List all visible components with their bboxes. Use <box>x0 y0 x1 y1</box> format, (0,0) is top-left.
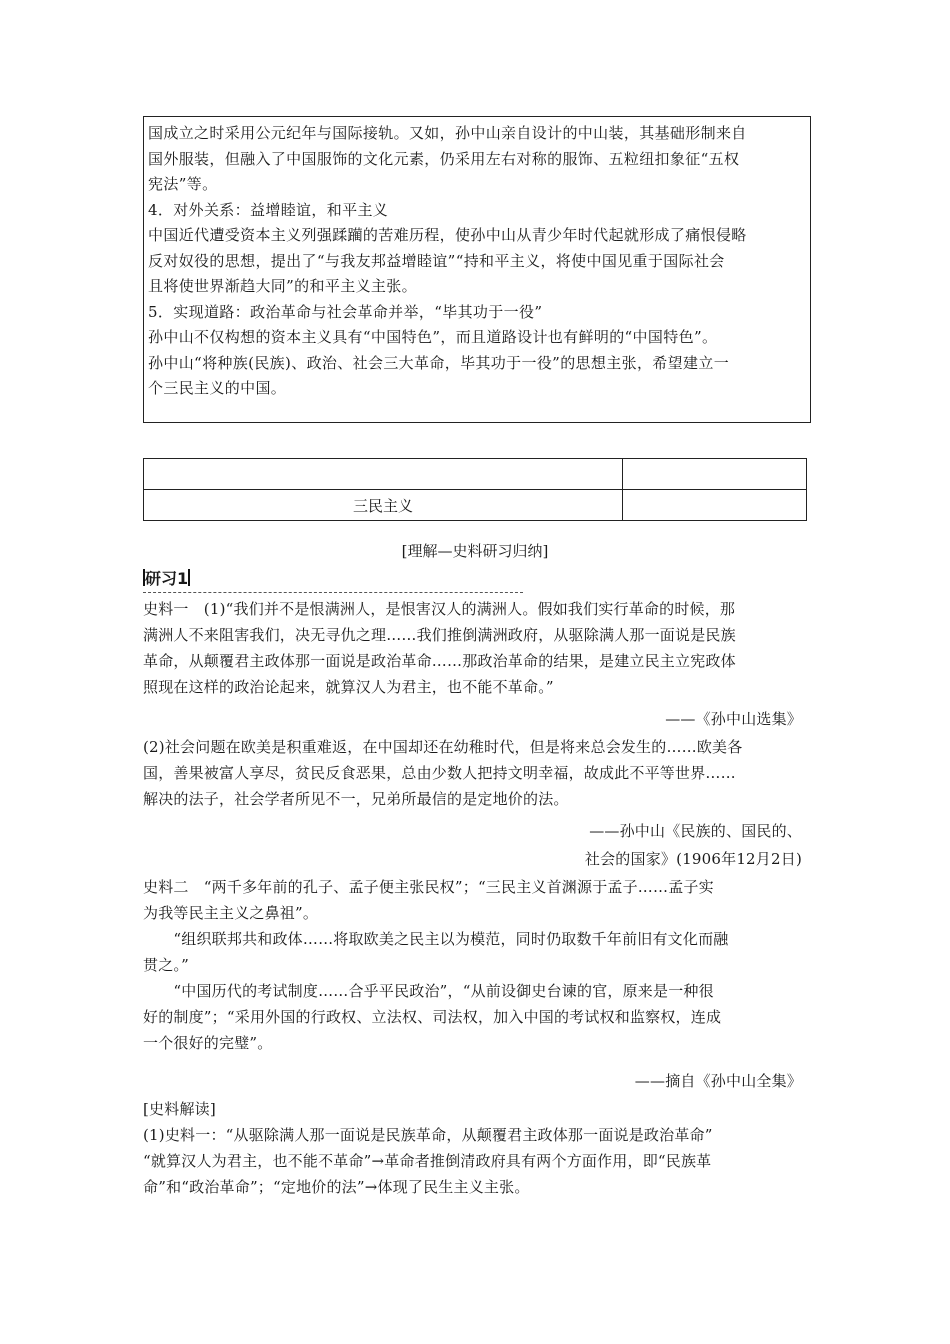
text-line: (1)史料一：“从驱除满人那一面说是民族革命，从颠覆君主政体那一面说是政治革命” <box>143 1126 713 1144</box>
text-line: 命”和“政治革命”；“定地价的法”→体现了民生主义主张。 <box>143 1178 530 1196</box>
summary-box <box>143 116 811 423</box>
summary-table <box>143 458 807 521</box>
material1-source-1: ——《孙中山选集》 <box>665 710 802 728</box>
interpretation-section <box>143 1096 713 1200</box>
text-line: 为我等民主主义之鼻祖”。 <box>143 904 319 922</box>
table-row <box>144 490 807 521</box>
table-cell <box>144 459 623 490</box>
box-line: 个三民主义的中国。 <box>148 379 287 397</box>
section-title: [理解—史料研习归纳] <box>401 542 549 560</box>
section-heading-5: 5．实现道路：政治革命与社会革命并举，“毕其功于一役” <box>148 302 543 321</box>
box-line: 反对奴役的思想，提出了“与我友邦益增睦谊”“持和平主义，将使中国见重于国际社会 <box>148 251 725 270</box>
material1-paragraph-2 <box>143 734 742 812</box>
box-line: 且将使世界渐趋大同”的和平主义主张。 <box>148 277 417 295</box>
text-line: 国，善果被富人享尽，贫民反食恶果，总由少数人把持文明幸福，故成此不平等世界…… <box>143 764 736 782</box>
material1-source-2b: 社会的国家》(1906年12月2日) <box>584 850 802 868</box>
study-label <box>143 567 190 591</box>
study-label-text: 研习1 <box>145 569 189 588</box>
text-line: 革命，从颠覆君主政体那一面说是政治革命……那政治革命的结果，是建立民主立宪政体 <box>143 652 736 670</box>
table-cell-sanmin: 三民主义 <box>144 490 623 521</box>
box-line: 国外服装，但融入了中国服饰的文化元素，仍采用左右对称的服饰、五粒纽扣象征“五权 <box>148 149 740 168</box>
text-line: “中国历代的考试制度……合乎平民政治”，“从前设御史台谏的官，原来是一种很 <box>143 982 714 1000</box>
text-line: 史料一 (1)“我们并不是恨满洲人，是恨害汉人的满洲人。假如我们实行革命的时候，那 <box>143 600 736 618</box>
section-heading-4: 4．对外关系：益增睦谊，和平主义 <box>148 200 389 219</box>
box-line: 孙中山“将种族(民族)、政治、社会三大革命，毕其功于一役”的思想主张，希望建立一 <box>148 353 730 372</box>
dashed-divider <box>143 592 523 593</box>
box-line: 国成立之时采用公元纪年与国际接轨。又如，孙中山亲自设计的中山装，其基础形制来自 <box>148 124 747 142</box>
material2-source: ——摘自《孙中山全集》 <box>634 1072 802 1090</box>
box-line: 宪法”等。 <box>148 175 218 193</box>
text-line: 史料二 “两千多年前的孔子、孟子便主张民权”；“三民主义首渊源于孟子……孟子实 <box>143 878 714 896</box>
text-line: “就算汉人为君主，也不能不革命”→革命者推倒清政府具有两个方面作用，即“民族革 <box>143 1152 712 1170</box>
text-line: “组织联邦共和政体……将取欧美之民主以为模范，同时仍取数千年前旧有文化而融 <box>143 930 729 948</box>
text-line: 照现在这样的政治论起来，就算汉人为君主，也不能不革命。” <box>143 678 554 696</box>
material1-paragraph-1 <box>143 596 736 700</box>
text-line: (2)社会问题在欧美是积重难返，在中国却还在幼稚时代，但是将来总会发生的……欧美各 <box>143 738 743 756</box>
text-line: 好的制度”；“采用外国的行政权、立法权、司法权，加入中国的考试权和监察权，连成 <box>143 1008 722 1026</box>
box-line: 孙中山不仅构想的资本主义具有“中国特色”，而且道路设计也有鲜明的“中国特色”。 <box>148 328 718 346</box>
table-cell <box>623 459 807 490</box>
interpretation-title: [史料解读] <box>143 1100 216 1118</box>
box-line: 中国近代遭受资本主义列强蹂躏的苦难历程，使孙中山从青少年时代起就形成了痛恨侵略 <box>148 226 747 244</box>
material1-source-2a: ——孙中山《民族的、国民的、 <box>589 822 802 840</box>
study-bar-right <box>188 569 190 586</box>
table-row <box>144 459 807 490</box>
text-line: 解决的法子，社会学者所见不一，兄弟所最信的是定地价的法。 <box>143 790 569 808</box>
text-line: 满洲人不来阻害我们，决无寻仇之理……我们推倒满洲政府，从驱除满人那一面说是民族 <box>143 626 736 644</box>
table-cell <box>623 490 807 521</box>
text-line: 一个很好的完璧”。 <box>143 1034 273 1052</box>
text-line: 贯之。” <box>143 956 189 974</box>
material2-paragraph <box>143 874 728 1056</box>
